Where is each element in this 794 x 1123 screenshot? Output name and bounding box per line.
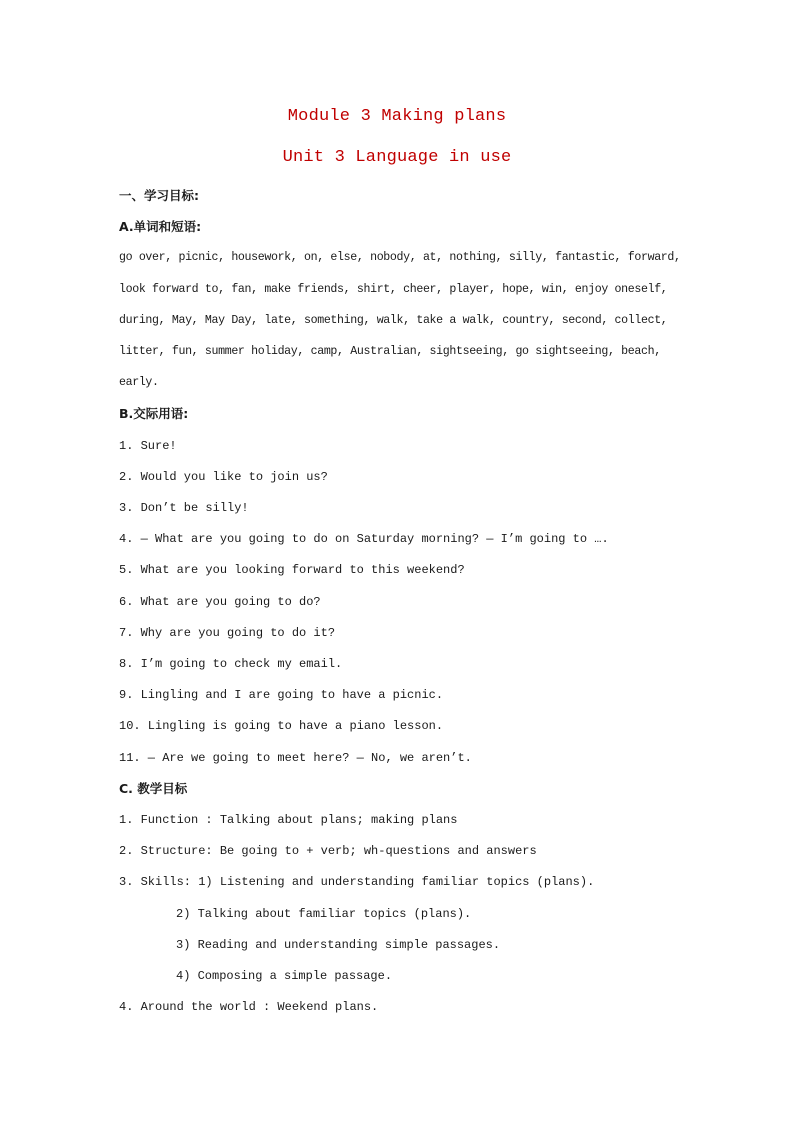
document-title: Module 3 Making plans (287, 107, 507, 126)
section-heading-teaching-goals: C. 教学目标 (119, 781, 188, 796)
section-heading-vocabulary: A.单词和短语: (119, 219, 202, 234)
objective-function: 1. Function : Talking about plans; making plans (119, 813, 458, 827)
document-subtitle: Unit 3 Language in use (282, 148, 512, 167)
objective-around-world: 4. Around the world : Weekend plans. (119, 1000, 379, 1014)
phrase-item: 11. — Are we going to meet here? — No, we aren’t. (119, 751, 472, 765)
phrase-item: 3. Don’t be silly! (119, 501, 249, 515)
phrase-item: 5. What are you looking forward to this weekend? (119, 563, 465, 577)
vocab-line: during, May, May Day, late, something, walk, take a walk, country, second, collect, (119, 314, 668, 327)
vocab-line: go over, picnic, housework, on, else, nobody, at, nothing, silly, fantastic, forward, (119, 251, 681, 264)
objective-skill-item: 2) Talking about familiar topics (plans). (176, 907, 472, 921)
vocab-line: early. (119, 376, 159, 389)
phrase-item: 9. Lingling and I are going to have a picnic. (119, 688, 444, 702)
objective-skill-item: 4) Composing a simple passage. (176, 969, 393, 983)
objective-skills: 3. Skills: 1) Listening and understanding familiar topics (plans). (119, 875, 595, 889)
phrase-item: 4. — What are you going to do on Saturday morning? — I’m going to …. (119, 532, 609, 546)
section-heading-objectives: 一、学习目标: (119, 188, 199, 203)
phrase-item: 10. Lingling is going to have a piano lesson. (119, 719, 444, 733)
objective-structure: 2. Structure: Be going to + verb; wh-questions and answers (119, 844, 537, 858)
phrase-item: 8. I’m going to check my email. (119, 657, 343, 671)
phrase-item: 7. Why are you going to do it? (119, 626, 336, 640)
objective-skill-item: 3) Reading and understanding simple passages. (176, 938, 501, 952)
phrase-item: 2. Would you like to join us? (119, 470, 328, 484)
phrase-item: 6. What are you going to do? (119, 595, 321, 609)
section-heading-phrases: B.交际用语: (119, 406, 189, 421)
phrase-item: 1. Sure! (119, 439, 177, 453)
vocab-line: litter, fun, summer holiday, camp, Australian, sightseeing, go sightseeing, beach, (119, 345, 661, 358)
vocab-line: look forward to, fan, make friends, shirt, cheer, player, hope, win, enjoy oneself, (119, 283, 668, 296)
